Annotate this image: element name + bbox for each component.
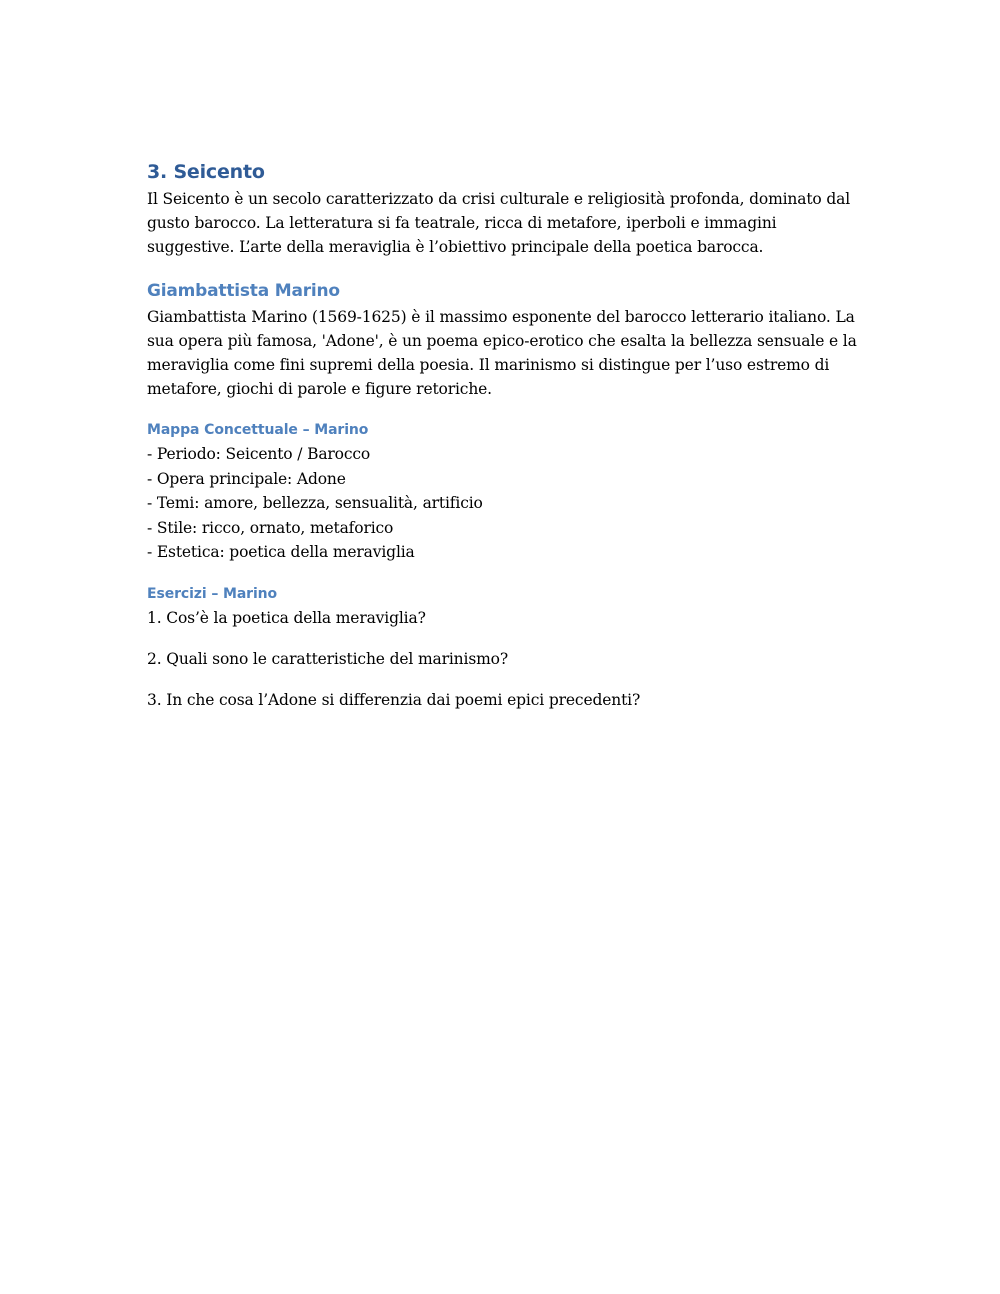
concept-map-item: - Estetica: poetica della meraviglia [147, 543, 415, 561]
exercises-list [147, 606, 857, 712]
concept-map-item: - Stile: ricco, ornato, metaforico [147, 518, 394, 537]
concept-map-item: - Periodo: Seicento / Barocco [147, 445, 371, 463]
section-intro-paragraph: Il Seicento è un secolo caratterizzato da crisi culturale e religiosità profonda, dominato dal gusto barocco. La letteratura si fa teatrale, ricca di metafore, iperboli e immagini suggestive. L’arte della meraviglia è l’obiettivo principale della poetica barocca. [147, 190, 851, 256]
concept-map-item: - Temi: amore, bellezza, sensualità, artificio [147, 494, 483, 512]
document-content [147, 158, 857, 729]
exercise-item: 1. Cos’è la poetica della meraviglia? [147, 608, 426, 627]
exercises-heading: Esercizi – Marino [147, 585, 278, 602]
concept-map-item: - Opera principale: Adone [147, 469, 346, 488]
exercise-item: 3. In che cosa l’Adone si differenzia dai poemi epici precedenti? [147, 690, 641, 709]
concept-map-list [147, 442, 857, 565]
exercise-item: 2. Quali sono le caratteristiche del marinismo? [147, 649, 509, 668]
concept-map-heading: Mappa Concettuale – Marino [147, 422, 369, 438]
author-description-paragraph: Giambattista Marino (1569-1625) è il massimo esponente del barocco letterario italiano. La sua opera più famosa, 'Adone', è un poema epico-erotico che esalta la bellezza sensuale e la meraviglia come fini supremi della poesia. Il marinismo si distingue per l’uso estremo di metafore, giochi di parole e figure retoriche. [147, 308, 857, 398]
section-heading: 3. Seicento [147, 161, 265, 183]
author-heading: Giambattista Marino [147, 281, 340, 301]
